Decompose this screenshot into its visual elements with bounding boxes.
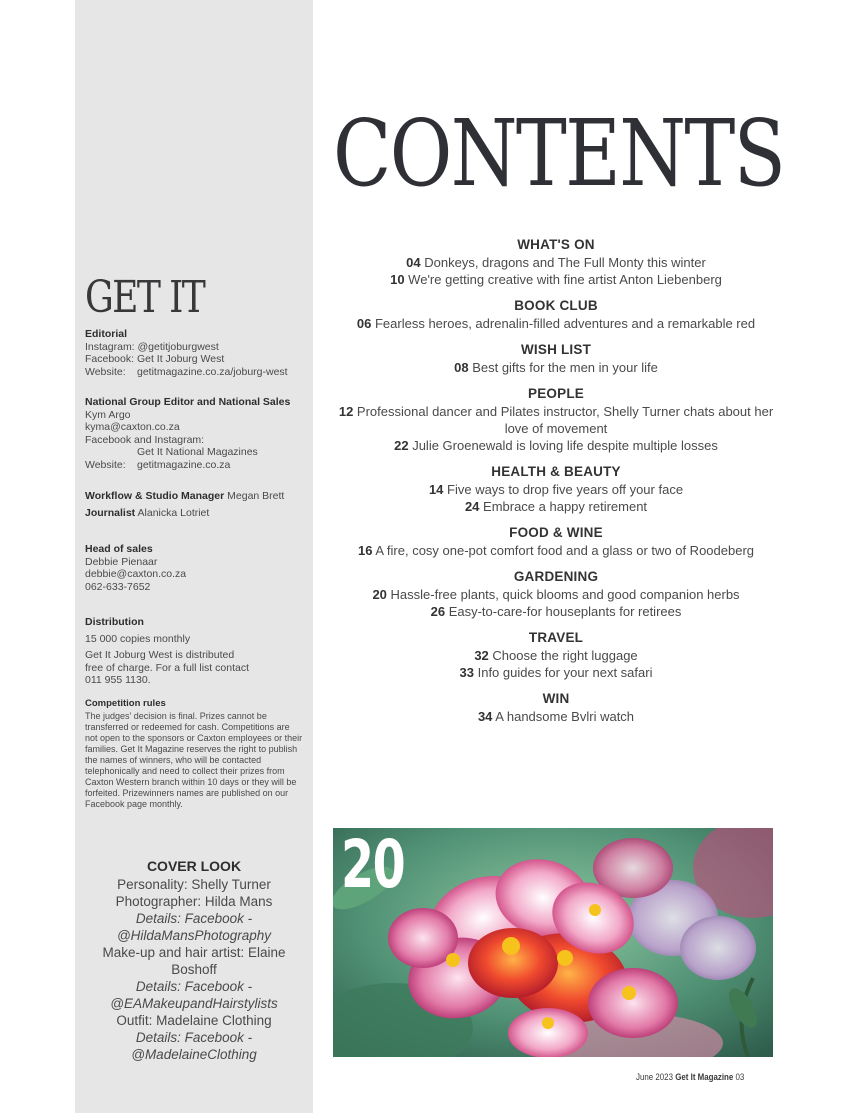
toc-section-heading: PEOPLE <box>528 386 584 401</box>
toc-entry-title: Professional dancer and Pilates instructor, Shelly Turner chats about her love of movement <box>353 404 774 436</box>
toc-section-heading: TRAVEL <box>528 630 584 645</box>
distribution-block <box>85 616 313 687</box>
editorial-website: getitmagazine.co.za/joburg-west <box>137 365 288 378</box>
toc-entry-page: 04 <box>406 255 421 270</box>
distribution-line2: free of charge. For a full list contact <box>85 661 249 674</box>
national-website: getitmagazine.co.za <box>137 458 231 471</box>
sales-heading: Head of sales <box>85 543 153 555</box>
toc-section-heading: BOOK CLUB <box>514 298 598 313</box>
toc-entry[interactable] <box>330 359 782 376</box>
editorial-facebook: Facebook: Get It Joburg West <box>85 353 225 365</box>
toc-entry[interactable] <box>330 542 782 559</box>
toc-entry-page: 32 <box>474 648 489 663</box>
toc-entry[interactable] <box>330 315 782 332</box>
distribution-line3: 011 955 1130. <box>85 674 151 686</box>
sales-block <box>85 543 313 593</box>
editorial-heading: Editorial <box>85 328 128 340</box>
toc-entry[interactable] <box>330 664 782 681</box>
toc-entry[interactable] <box>330 271 782 288</box>
gardening-page-number: 20 <box>341 828 405 903</box>
editorial-block <box>85 328 313 378</box>
toc-section <box>330 463 782 515</box>
editorial-website-row <box>85 366 313 379</box>
toc-entry-page: 10 <box>390 272 405 287</box>
toc-section <box>330 568 782 620</box>
journalist-role: Journalist <box>85 506 136 519</box>
sales-name: Debbie Pienaar <box>85 555 158 568</box>
toc-entry[interactable] <box>330 586 782 603</box>
toc-entry-page: 14 <box>428 482 444 497</box>
cover-makeup-artist-cont: Boshoff <box>171 962 217 977</box>
toc-section-heading: WIN <box>542 691 570 706</box>
journalist-row <box>85 507 313 520</box>
toc-entry-title: Five ways to drop five years off your face <box>443 482 684 497</box>
toc-entry-title: Fearless heroes, adrenalin-filled adventures and a remarkable red <box>371 316 756 331</box>
toc-section-heading: HEALTH & BEAUTY <box>491 464 621 479</box>
toc-entry[interactable] <box>330 254 782 271</box>
competition-rules-text: The judges' decision is final. Prizes cannot be transferred or redeemed for cash. Competitions are not open to the sponsors or Caxton employees or their families. Get It Magazine reserves the right to publish the names of winners, who will be contacted telephonically and need to collect their prizes from Caxton Western branch within 10 days or they will be forfeited. Prizewinners names are published on our Facebook page monthly. <box>85 710 303 809</box>
national-website-row <box>85 459 313 472</box>
journalist-name: Alanicka Lotriet <box>137 506 210 519</box>
cover-personality: Personality: Shelly Turner <box>117 877 271 892</box>
toc-entry-page: 33 <box>459 665 474 680</box>
toc-entry-title: Info guides for your next safari <box>473 665 653 680</box>
toc-entry-title: We're getting creative with fine artist Anton Liebenberg <box>404 272 722 287</box>
toc-entry-title: Donkeys, dragons and The Full Monty this winter <box>420 255 706 270</box>
page-footer <box>636 1072 744 1082</box>
toc-section <box>330 385 782 454</box>
national-email: kyma@caxton.co.za <box>85 421 180 433</box>
workflow-row <box>85 490 313 503</box>
toc-entry-page: 34 <box>477 709 493 724</box>
cover-photographer-handle: @HildaMansPhotography <box>116 928 272 943</box>
toc-entry-page: 06 <box>356 316 372 331</box>
toc-entry-title: Hassle-free plants, quick blooms and good companion herbs <box>386 587 740 602</box>
toc-entry-title: Embrace a happy retirement <box>479 499 648 514</box>
contents-title: CONTENTS <box>333 100 785 207</box>
toc-entry[interactable] <box>330 708 782 725</box>
toc-entry-page: 16 <box>357 543 373 558</box>
toc-section-heading: GARDENING <box>513 569 599 584</box>
toc-entry[interactable] <box>330 647 782 664</box>
sales-phone: 062-633-7652 <box>85 580 151 593</box>
sales-email: debbie@caxton.co.za <box>85 568 187 580</box>
cover-outfit-handle: @MadelaineClothing <box>131 1047 257 1062</box>
toc-entry[interactable] <box>330 481 782 498</box>
toc-entry-title: Easy-to-care-for houseplants for retirees <box>445 604 682 619</box>
toc-section <box>330 236 782 288</box>
footer-magazine: Get It Magazine <box>675 1072 734 1082</box>
toc-section <box>330 690 782 725</box>
flower-photo <box>333 828 773 1057</box>
toc-section <box>330 341 782 376</box>
cover-makeup-details: Details: Facebook - <box>135 979 253 994</box>
footer-page-number: 03 <box>735 1072 745 1082</box>
toc-entry-title: A fire, cosy one-pot comfort food and a glass or two of Roodeberg <box>372 543 755 558</box>
cover-photographer: Photographer: Hilda Mans <box>115 894 273 909</box>
get-it-logo: GET IT <box>85 272 205 323</box>
toc-section <box>330 629 782 681</box>
toc-entry-page: 12 <box>338 404 354 419</box>
toc-section-heading: WISH LIST <box>520 342 592 357</box>
editorial-website-label: Website: <box>85 365 126 378</box>
national-social-label: Facebook and Instagram: <box>85 433 205 446</box>
national-social: Get It National Magazines <box>137 446 258 458</box>
toc-entry[interactable] <box>330 437 782 454</box>
toc-entry-page: 26 <box>430 604 446 619</box>
toc-entry-title: Julie Groenewald is loving life despite multiple losses <box>408 438 718 453</box>
cover-makeup-artist: Make-up and hair artist: Elaine <box>102 945 286 960</box>
toc-section <box>330 297 782 332</box>
toc-section <box>330 524 782 559</box>
distribution-line1: Get It Joburg West is distributed <box>85 649 235 661</box>
toc-entry-title: Choose the right luggage <box>488 648 638 663</box>
distribution-heading: Distribution <box>85 616 144 628</box>
toc-entry[interactable] <box>330 603 782 620</box>
toc-entry-page: 08 <box>454 360 469 375</box>
toc-entry[interactable] <box>330 498 782 515</box>
cover-outfit: Outfit: Madelaine Clothing <box>116 1013 272 1028</box>
workflow-name: Megan Brett <box>227 490 285 502</box>
toc-entry-page: 22 <box>394 438 409 453</box>
workflow-block <box>85 490 313 519</box>
competition-block <box>85 698 303 810</box>
toc-entry-page: 20 <box>372 587 387 602</box>
toc-section-heading: WHAT'S ON <box>517 237 595 252</box>
cover-photographer-details: Details: Facebook - <box>135 911 253 926</box>
toc-entry-page: 24 <box>464 499 480 514</box>
national-heading: National Group Editor and National Sales <box>85 396 291 408</box>
national-website-label: Website: <box>85 458 126 471</box>
toc-entry[interactable] <box>330 403 782 437</box>
editorial-instagram: Instagram: @getitjoburgwest <box>85 340 219 353</box>
cover-outfit-details: Details: Facebook - <box>135 1030 253 1045</box>
workflow-role: Workflow & Studio Manager <box>85 490 225 502</box>
cover-makeup-handle: @EAMakeupandHairstylists <box>110 996 278 1011</box>
cover-look-heading: COVER LOOK <box>146 858 242 874</box>
distribution-copies: 15 000 copies monthly <box>85 632 191 645</box>
table-of-contents <box>330 236 782 734</box>
toc-entry-title: Best gifts for the men in your life <box>468 360 658 375</box>
competition-heading: Competition rules <box>85 698 166 709</box>
toc-entry-title: A handsome Bvlri watch <box>492 709 635 724</box>
cover-look-block <box>75 858 313 1063</box>
national-block <box>85 396 313 471</box>
toc-section-heading: FOOD & WINE <box>509 525 603 540</box>
footer-date: June 2023 <box>636 1072 674 1082</box>
national-name: Kym Argo <box>85 408 131 421</box>
